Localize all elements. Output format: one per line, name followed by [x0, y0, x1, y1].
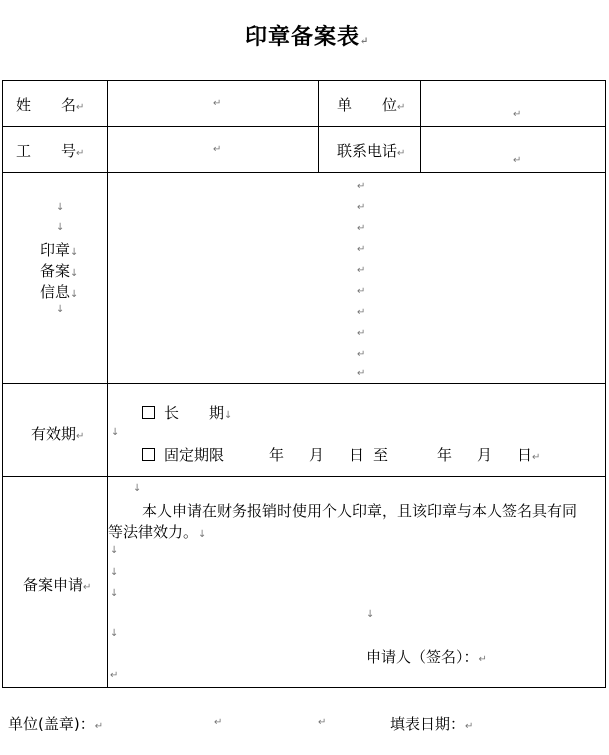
name-label: 姓 名↵ — [16, 96, 85, 114]
table-border-right — [605, 80, 606, 688]
employee-id-label: 工 号↵ — [16, 142, 85, 160]
page-title: 印章备案表↵ — [245, 24, 370, 50]
fixed-term-option[interactable]: 固定期限 — [142, 444, 224, 465]
phone-field[interactable]: ↵ — [513, 155, 522, 166]
paragraph-mark: ↓ — [56, 304, 65, 315]
validity-label: 有效期↵ — [31, 425, 85, 443]
employee-id-field[interactable]: ↵ — [213, 144, 222, 155]
seal-info-field[interactable]: ↵ ↵ ↵ ↵ ↵ ↵ ↵ ↵ ↵ ↵ — [357, 181, 366, 379]
long-term-checkbox[interactable] — [142, 406, 155, 419]
table-rule — [318, 80, 319, 173]
paragraph-mark: ↓ — [110, 628, 119, 639]
paragraph-mark: ↵ — [214, 717, 223, 728]
fixed-term-checkbox[interactable] — [142, 448, 155, 461]
name-field[interactable]: ↵ — [213, 98, 222, 109]
start-day-label: 日 — [349, 446, 365, 464]
phone-label: 联系电话↵ — [337, 142, 406, 160]
seal-info-label-line3: 信息↓ — [40, 283, 79, 301]
unit-field[interactable]: ↵ — [513, 109, 522, 120]
paragraph-mark: ↓ — [56, 222, 65, 233]
start-month-label: 月 — [309, 446, 325, 464]
seal-info-label-line2: 备案↓ — [40, 262, 79, 280]
fill-date-label: 填表日期：↵ — [390, 715, 474, 733]
paragraph-mark: ↵ — [110, 670, 119, 681]
to-label: 至 — [373, 446, 389, 464]
paragraph-mark: ↓ — [133, 483, 142, 494]
paragraph-mark: ↵ — [318, 717, 327, 728]
table-border-bottom — [2, 687, 606, 688]
paragraph-mark: ↓ — [110, 545, 119, 556]
table-rule — [2, 476, 606, 477]
paragraph-mark: ↓ — [366, 609, 375, 620]
table-rule — [2, 383, 606, 384]
end-month-label: 月 — [477, 446, 493, 464]
application-statement-line1: 本人申请在财务报销时使用个人印章，且该印章与本人签名具有同 — [142, 502, 578, 520]
paragraph-mark: ↓ — [111, 427, 120, 438]
seal-info-label-line1: 印章↓ — [40, 241, 79, 259]
unit-label: 单 位↵ — [337, 96, 406, 114]
table-border-left — [2, 80, 3, 688]
start-year-label: 年 — [269, 446, 285, 464]
end-day-label: 日↵ — [517, 446, 541, 464]
unit-seal-label: 单位(盖章)：↵ — [8, 715, 104, 733]
paragraph-mark: ↓ — [110, 588, 119, 599]
long-term-option[interactable]: 长 期↓ — [142, 402, 232, 423]
application-statement-line2: 等法律效力。↓ — [108, 523, 207, 541]
paragraph-mark: ↓ — [56, 202, 65, 213]
end-year-label: 年 — [437, 446, 453, 464]
applicant-signature-label: 申请人（签名）：↵ — [366, 648, 487, 666]
application-label: 备案申请↵ — [23, 576, 92, 594]
paragraph-mark: ↓ — [110, 567, 119, 578]
